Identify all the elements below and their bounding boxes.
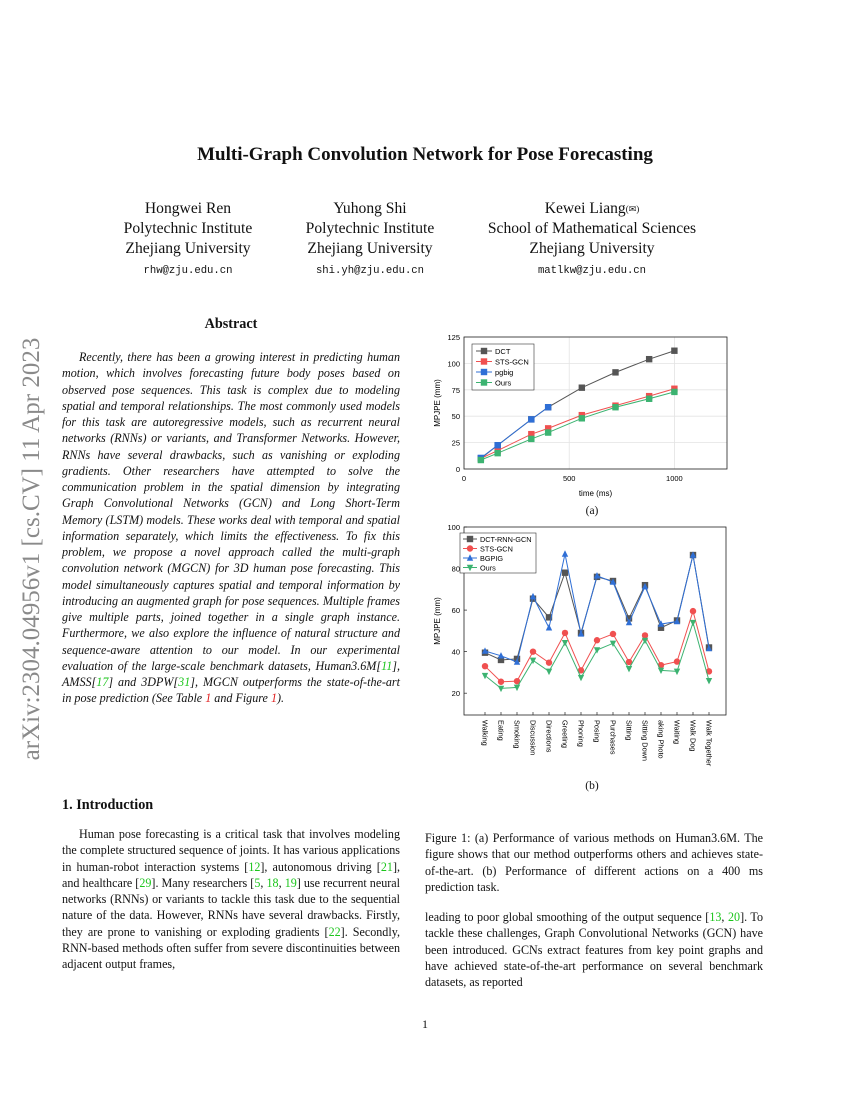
data-point <box>674 669 680 675</box>
text-segment: ] and 3DPW[ <box>108 675 179 689</box>
text-segment: , <box>721 910 728 924</box>
data-point <box>528 416 534 422</box>
data-point <box>562 570 568 576</box>
x-tick-label: Sitting Down <box>640 720 650 761</box>
citation-link[interactable]: 21 <box>380 859 393 874</box>
data-point <box>530 648 536 654</box>
data-point <box>646 356 652 362</box>
data-point <box>594 637 600 643</box>
introduction-text <box>62 826 400 972</box>
y-tick-label: 0 <box>455 465 460 474</box>
citation-link[interactable]: 22 <box>328 924 341 939</box>
cross-reference-link[interactable]: 1 <box>270 691 277 706</box>
legend-label: DCT-RNN-GCN <box>480 535 532 544</box>
data-point <box>612 369 618 375</box>
y-axis-label: MPJPE (mm) <box>433 379 442 427</box>
x-tick-label: Smoking <box>512 720 522 749</box>
text-segment: ]. To tackle these challenges, Graph Convolutional Networks (GCN) have been introduced. GCNs extract features from key point graphs and have achieved state-of-the-art performance on several benchmark datasets, as reported <box>425 910 764 989</box>
text-segment: leading to poor global smoothing of the output sequence [ <box>425 910 710 924</box>
y-tick-label: 100 <box>447 359 460 369</box>
data-point <box>530 658 536 664</box>
data-point <box>642 638 648 644</box>
x-tick-label: Phoning <box>576 720 586 747</box>
text-segment: ]. Many researchers [ <box>151 875 255 890</box>
figure-1b-chart <box>420 515 770 780</box>
x-tick-label: Discussion <box>528 720 538 756</box>
citation-link[interactable]: 29 <box>139 875 152 890</box>
data-point <box>706 678 712 684</box>
introduction-text-continued <box>425 909 763 990</box>
data-point <box>494 450 500 456</box>
data-point <box>562 630 568 636</box>
data-point <box>482 673 488 679</box>
text-segment: ). <box>276 691 285 706</box>
author-block <box>108 199 268 283</box>
data-point <box>578 675 584 681</box>
text-segment: ], and healthcare [ <box>62 859 400 890</box>
text-segment: Human pose forecasting is a critical task that involves modeling the complete structured sequence of joints. It has various applications in human-robot interaction systems [ <box>62 827 400 874</box>
data-point <box>690 620 696 626</box>
data-point <box>467 536 473 542</box>
text-segment: ]. Secondly, RNN-based methods often suffer from severe discontinuities between adjacent output frames, <box>62 924 400 971</box>
y-axis-label: MPJPE (mm) <box>433 597 442 645</box>
author-affiliation: School of Mathematical Sciences <box>487 220 697 237</box>
citation-link[interactable]: 13 <box>709 910 722 924</box>
author-affiliation: Zhejiang University <box>529 240 655 257</box>
data-point <box>579 384 585 390</box>
author-email[interactable]: shi.yh@zju.edu.cn <box>315 265 425 277</box>
data-point <box>494 442 500 448</box>
y-tick-label: 80 <box>451 564 460 574</box>
y-tick-label: 25 <box>451 438 460 448</box>
data-point <box>562 550 568 556</box>
legend-label: STS-GCN <box>480 544 513 554</box>
arxiv-identifier: arXiv:2304.04956v1 [cs.CV] 11 Apr 2023 <box>18 337 45 761</box>
citation-link[interactable]: 20 <box>727 910 741 924</box>
x-tick-label: Directions <box>544 720 554 753</box>
data-point <box>478 457 484 463</box>
data-point <box>671 348 677 354</box>
data-point <box>482 663 488 669</box>
citation-link[interactable]: 5 <box>254 875 261 890</box>
data-point <box>626 666 632 672</box>
data-point <box>467 545 473 551</box>
legend-label: Ours <box>495 378 512 388</box>
x-tick-label: 1000 <box>666 474 683 483</box>
figure-1a-chart <box>420 325 770 515</box>
data-point <box>481 348 487 354</box>
citation-link[interactable]: 19 <box>284 875 297 890</box>
series-line-pgbig <box>481 407 548 458</box>
data-point <box>546 659 552 665</box>
text-segment: and Figure <box>211 691 271 706</box>
author-name: Kewei Liang <box>544 200 626 217</box>
text-segment: Recently, there has been a growing interest in predicting human motion, which involves forecasting future body poses based on observed pose sequences. This task is complex due to modeling spatial and temporal relationships. The most commonly used models for this task are autoregressive models, such as recurrent neural networks (RNNs) or variants, and Transformer Networks. However, RNNs have several drawbacks, such as vanishing or exploding gradients. Other researchers have attempted to solve the communication problem in the spatial dimension by integrating Graph Convolutional Networks (GCN) and Long Short-Term Memory (LSTM) models. These works deal with temporal and spatial information separately, which limits the effectiveness. To fix this problem, we propose a novel approach called the multi-graph convolution network (MGCN) for 3D human pose forecasting. This model simultaneously captures spatial and temporal information by introducing an augmented graph for pose sequences. Multiple frames give multiple parts, joined together in a single graph instance. Furthermore, we also explore the influence of natural structure and sequence-aware attention to our model. In our experimental evaluation of the large-scale benchmark datasets, Human3.6M[ <box>62 350 400 673</box>
y-tick-label: 60 <box>451 606 460 616</box>
x-tick-label: Walk Dog <box>688 720 698 752</box>
data-point <box>481 358 487 364</box>
x-tick-label: Eating <box>496 720 506 741</box>
data-point <box>546 624 552 630</box>
x-tick-label: Sitting <box>624 720 634 741</box>
legend-label: STS-GCN <box>495 357 529 367</box>
author-name: Hongwei Ren <box>144 200 232 217</box>
citation-link[interactable]: 11 <box>381 658 393 673</box>
x-axis-label: time (ms) <box>578 489 613 498</box>
x-tick-label: 0 <box>461 474 467 483</box>
text-segment: , <box>278 875 285 890</box>
data-point <box>594 647 600 653</box>
x-tick-label: 500 <box>562 474 576 483</box>
author-block <box>470 199 714 283</box>
author-affiliation: Polytechnic Institute <box>123 220 253 237</box>
data-point <box>545 429 551 435</box>
x-tick-label: Walking <box>480 720 490 746</box>
author-affiliation: Polytechnic Institute <box>305 220 435 237</box>
text-segment: ], autonomous driving [ <box>260 859 381 874</box>
data-point <box>498 679 504 685</box>
data-point <box>545 404 551 410</box>
subfigure-a-label: (a) <box>585 505 599 517</box>
abstract-heading: Abstract <box>204 316 258 332</box>
x-tick-label: Greeting <box>560 720 570 748</box>
citation-link[interactable]: 12 <box>248 859 261 874</box>
citation-link[interactable]: 17 <box>96 675 109 689</box>
y-tick-label: 100 <box>447 523 460 532</box>
citation-link[interactable]: 18 <box>266 875 279 890</box>
x-tick-label: Waiting <box>672 720 682 745</box>
data-point <box>528 436 534 442</box>
x-tick-label: Walk Together <box>704 720 714 767</box>
legend-label: Ours <box>480 563 496 573</box>
x-tick-label: Posing <box>592 720 602 743</box>
legend-label: BGPIG <box>480 554 504 563</box>
data-point <box>546 669 552 675</box>
author-affiliation: Zhejiang University <box>307 240 433 257</box>
cross-reference-link[interactable]: 1 <box>205 691 212 706</box>
citation-link[interactable]: 31 <box>178 675 191 689</box>
legend-label: DCT <box>495 347 511 356</box>
author-name: Yuhong Shi <box>333 200 407 217</box>
data-point <box>562 640 568 646</box>
author-email[interactable]: rhw@zju.edu.cn <box>143 265 233 277</box>
y-tick-label: 40 <box>451 647 460 657</box>
y-tick-label: 75 <box>451 385 460 395</box>
data-point <box>481 379 487 385</box>
legend-label: pgbig <box>495 368 514 377</box>
y-tick-label: 125 <box>447 333 460 342</box>
corresponding-author-mark: (✉) <box>625 204 640 214</box>
data-point <box>690 608 696 614</box>
author-affiliation: Zhejiang University <box>125 240 251 257</box>
data-point <box>642 632 648 638</box>
y-tick-label: 50 <box>451 412 460 422</box>
x-tick-label: aking Photo <box>656 720 666 759</box>
data-point <box>481 369 487 375</box>
data-point <box>671 389 677 395</box>
x-tick-label: Purchases <box>608 720 618 755</box>
subfigure-b-label: (b) <box>585 780 599 792</box>
data-point <box>646 396 652 402</box>
y-tick-label: 20 <box>451 689 460 699</box>
author-email[interactable]: matlkw@zju.edu.cn <box>537 265 647 277</box>
data-point <box>579 415 585 421</box>
text-segment: ] use recurrent neural networks (RNNs) or variants to tackle this task due to the sequential nature of the data. However, RNNs have several drawbacks. Firstly, they are prone to vanishing or exploding gradients [ <box>62 875 401 939</box>
figure-caption: Figure 1: (a) Performance of various methods on Human3.6M. The figure shows that our method outperforms others and achieves state-of-the-art. (b) Performance of different actions on a 400 ms prediction task. <box>425 831 763 894</box>
author-block <box>290 199 450 283</box>
series-line-ours <box>481 392 675 460</box>
abstract-text <box>62 349 400 707</box>
paper-title: Multi-Graph Convolution Network for Pose Forecasting <box>197 144 653 165</box>
data-point <box>498 686 504 692</box>
data-point <box>612 404 618 410</box>
section-heading-introduction: 1. Introduction <box>62 797 154 813</box>
text-segment: ], AMSS[ <box>62 658 400 689</box>
data-point <box>610 631 616 637</box>
page-number: 1 <box>422 1017 428 1031</box>
text-segment: , <box>260 875 267 890</box>
text-segment: ], MGCN outperforms the state-of-the-art in pose prediction (See Table <box>62 675 400 706</box>
